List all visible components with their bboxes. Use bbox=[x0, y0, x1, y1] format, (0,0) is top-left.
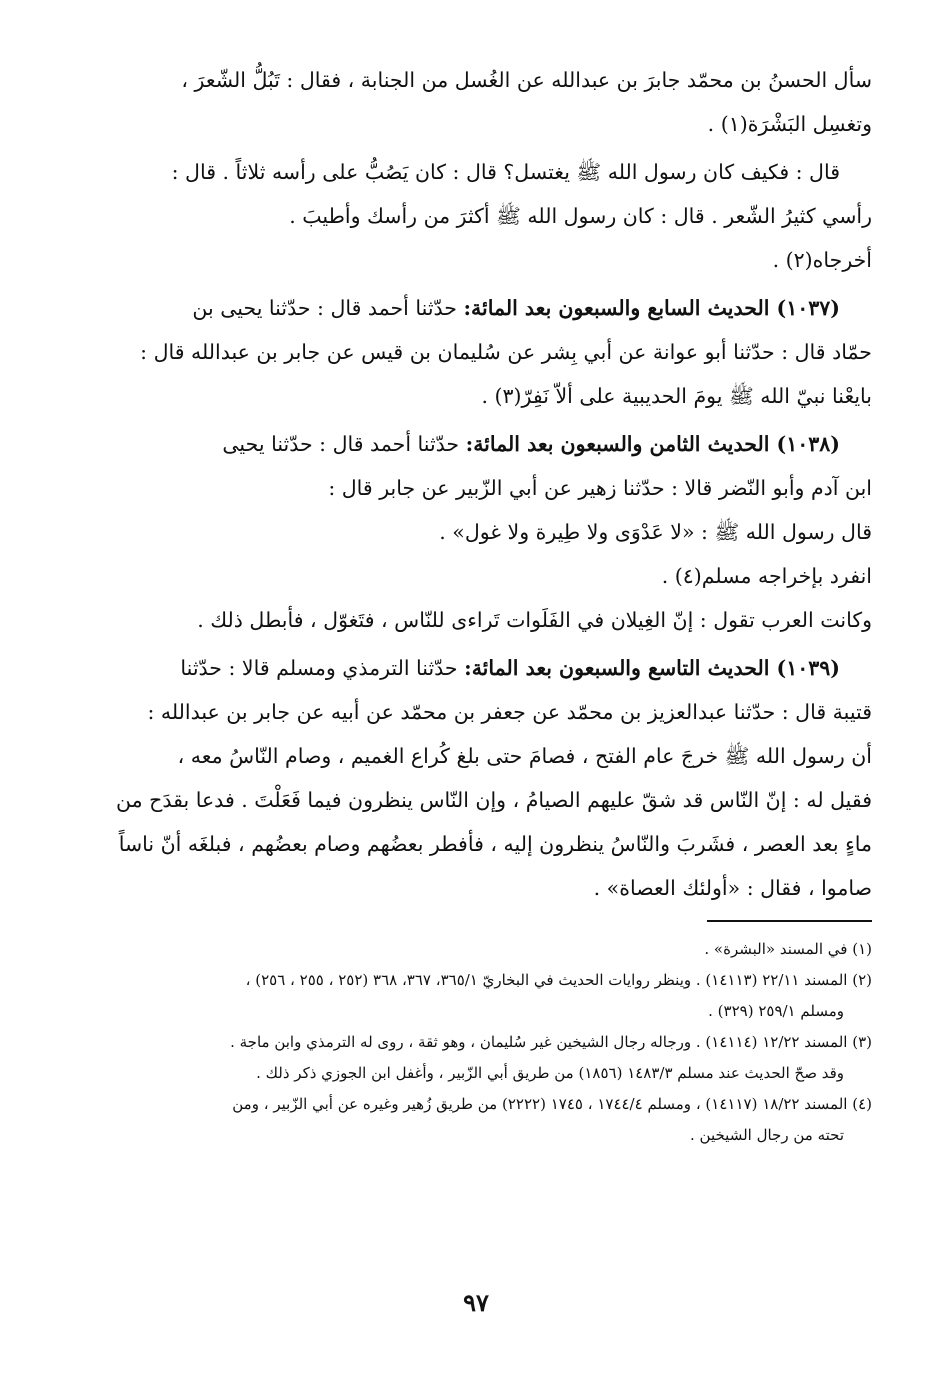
text-line: حدّثنا أحمد قال : حدّثنا يحيى بن bbox=[192, 296, 464, 320]
page-number: ٩٧ bbox=[463, 1288, 489, 1317]
footnote-line: (٤) المسند ١٨/٢٢ (١٤١١٧) ، ومسلم ١٧٤٤/٤ ، ١٧٤٥ (٢٢٢٢) من طريق زُهير وغيره عن أبي الزّبير ، ومن bbox=[232, 1095, 872, 1113]
text-line: أن رسول الله ﷺ خرجَ عام الفتح ، فصامَ حتى بلغ كُراع الغميم ، وصام النّاسُ معه ، bbox=[177, 744, 872, 768]
hadith-1039 bbox=[82, 646, 872, 910]
text-line: بايعْنا نبيّ الله ﷺ يومَ الحديبية على ألاّ نَفِرّ(٣) . bbox=[481, 384, 872, 408]
text-line: صاموا ، فقال : «أولئك العصاة» . bbox=[593, 876, 872, 900]
paragraph-1 bbox=[82, 58, 872, 146]
text-line: ابن آدم وأبو النّضر قالا : حدّثنا زهير عن أبي الزّبير عن جابر قال : bbox=[328, 476, 872, 500]
footnote-4 bbox=[82, 1089, 872, 1151]
text-line: انفرد بإخراجه مسلم(٤) . bbox=[661, 564, 872, 588]
paragraph-2 bbox=[82, 150, 872, 282]
footnote-3 bbox=[82, 1027, 872, 1089]
text-line: حدّثنا أحمد قال : حدّثنا يحيى bbox=[222, 432, 466, 456]
hadith-1038 bbox=[82, 422, 872, 642]
text-line: قال رسول الله ﷺ : «لا عَدْوَى ولا طِيرة ولا غول» . bbox=[439, 520, 872, 544]
footnote-line: ومسلم ٢٥٩/١ (٣٢٩) . bbox=[708, 1002, 844, 1020]
text-line: أخرجاه(٢) . bbox=[772, 248, 872, 272]
footnote-2 bbox=[82, 965, 872, 1027]
text-line: ماءٍ بعد العصر ، فشَربَ والنّاسُ ينظرون إليه ، فأفطر بعضُهم وصام بعضُهم ، فبلغَه أنّ ناساً bbox=[118, 832, 872, 856]
footnote-line: (٢) المسند ٢٢/١١ (١٤١١٣) . وينظر روايات الحديث في البخاريّ ٣٦٥/١، ٣٦٧، ٣٦٨ (٢٥٢ ، ٢٥٥ ، ٢٥٦) ، bbox=[245, 971, 872, 989]
hadith-heading: (١٠٣٩) الحديث التاسع والسبعون بعد المائة: bbox=[464, 656, 840, 680]
footnote-line: تحته من رجال الشيخين . bbox=[690, 1126, 844, 1144]
hadith-heading: (١٠٣٧) الحديث السابع والسبعون بعد المائة: bbox=[463, 296, 840, 320]
footnote-line: (١) في المسند «البشرة» . bbox=[704, 940, 872, 958]
footnote-1 bbox=[82, 934, 872, 965]
text-line: قال : فكيف كان رسول الله ﷺ يغتسل؟ قال : كان يَصُبُّ على رأسه ثلاثاً . قال : bbox=[171, 160, 840, 184]
footnote-line: وقد صحّ الحديث عند مسلم ١٤٨٣/٣ (١٨٥٦) من طريق أبي الزّبير ، وأغفل ابن الجوزي ذكر ذلك . bbox=[256, 1064, 844, 1082]
text-line: حمّاد قال : حدّثنا أبو عوانة عن أبي بِشر عن سُليمان بن قيس عن جابر بن عبدالله قال : bbox=[140, 340, 872, 364]
hadith-heading: (١٠٣٨) الحديث الثامن والسبعون بعد المائة: bbox=[465, 432, 840, 456]
hadith-1037 bbox=[82, 286, 872, 418]
text-line: فقيل له : إنّ النّاس قد شقّ عليهم الصيامُ ، وإن النّاس ينظرون فيما فَعَلْتَ . فدعا بقدَح من bbox=[116, 788, 872, 812]
footnote-line: (٣) المسند ١٢/٢٢ (١٤١١٤) . ورجاله رجال الشيخين غير سُليمان ، وهو ثقة ، روى له الترمذي وابن ماجة . bbox=[230, 1033, 872, 1051]
text-line: وتغسِل البَشْرَة(١) . bbox=[707, 112, 872, 136]
footnote-divider bbox=[707, 920, 872, 922]
text-line: وكانت العرب تقول : إنّ الغِيلان في الفَلَوات تَراءى للنّاس ، فتَغوّل ، فأبطل ذلك . bbox=[197, 608, 872, 632]
text-line: قتيبة قال : حدّثنا عبدالعزيز بن محمّد عن جعفر بن محمّد عن أبيه عن جابر بن عبدالله : bbox=[147, 700, 872, 724]
text-line: رأسي كثيرُ الشّعر . قال : كان رسول الله ﷺ أكثرَ من رأسك وأطيبَ . bbox=[289, 204, 872, 228]
page-body bbox=[82, 58, 872, 1151]
text-line: سأل الحسنُ بن محمّد جابرَ بن عبدالله عن الغُسل من الجنابة ، فقال : تَبُلُّ الشّعرَ ، bbox=[181, 68, 872, 92]
text-line: حدّثنا الترمذي ومسلم قالا : حدّثنا bbox=[180, 656, 465, 680]
